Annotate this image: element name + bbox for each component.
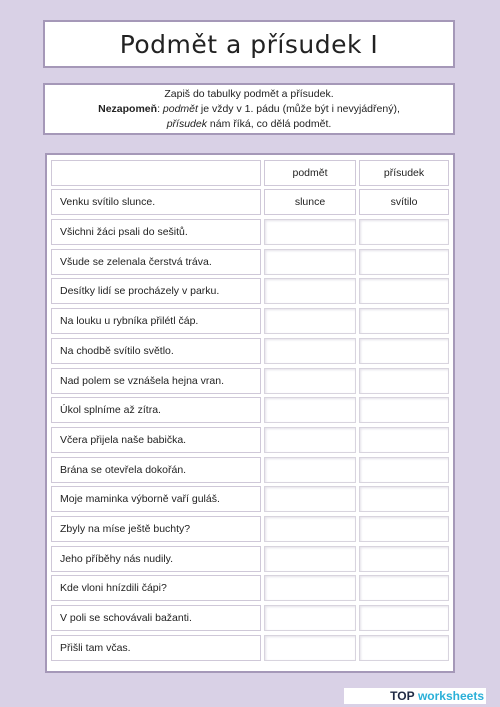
brand-logo xyxy=(344,688,486,704)
predicate-answer-input[interactable] xyxy=(359,605,449,631)
sentence-cell: Desítky lidí se procházely v parku. xyxy=(51,278,261,304)
subject-answer-input[interactable] xyxy=(264,516,356,542)
sentence-cell: Včera přijela naše babička. xyxy=(51,427,261,453)
instruction-line-2-rest: je vždy v 1. pádu (může být i nevyjádřený), xyxy=(197,103,400,115)
predicate-answer-input[interactable] xyxy=(359,249,449,275)
sentence-cell: Nad polem se vznášela hejna vran. xyxy=(51,368,261,394)
table-row xyxy=(51,278,449,304)
instruction-italic-subject: podmět xyxy=(162,103,198,115)
table-row xyxy=(51,635,449,661)
table-row xyxy=(51,308,449,334)
subject-answer-input[interactable] xyxy=(264,546,356,572)
subject-answer-input[interactable] xyxy=(264,368,356,394)
predicate-answer-input[interactable] xyxy=(359,575,449,601)
predicate-answer-input[interactable] xyxy=(359,427,449,453)
table-row xyxy=(51,546,449,572)
predicate-answer-input[interactable] xyxy=(359,635,449,661)
subject-answer-input[interactable] xyxy=(264,457,356,483)
worksheet-table xyxy=(45,153,455,673)
brand-worksheets: worksheets xyxy=(417,689,484,703)
predicate-answer-input[interactable] xyxy=(359,516,449,542)
subject-answer-input[interactable] xyxy=(264,219,356,245)
subject-answer-input[interactable] xyxy=(264,338,356,364)
table-row xyxy=(51,605,449,631)
predicate-answer-input[interactable] xyxy=(359,219,449,245)
table-header-row xyxy=(51,160,449,186)
sentence-cell: Úkol splníme až zítra. xyxy=(51,397,261,423)
sentence-cell: Jeho příběhy nás nudily. xyxy=(51,546,261,572)
instructions-box xyxy=(43,83,455,135)
table-row xyxy=(51,219,449,245)
header-predicate: přísudek xyxy=(359,160,449,186)
subject-answer-input[interactable] xyxy=(264,575,356,601)
predicate-answer-input[interactable] xyxy=(359,308,449,334)
subject-answer-input[interactable] xyxy=(264,278,356,304)
table-row xyxy=(51,368,449,394)
header-sentence xyxy=(51,160,261,186)
predicate-answer-input[interactable] xyxy=(359,338,449,364)
example-row xyxy=(51,189,449,215)
sentence-cell: Zbyly na míse ještě buchty? xyxy=(51,516,261,542)
table-row xyxy=(51,427,449,453)
instruction-line-3-rest: nám říká, co dělá podmět. xyxy=(206,118,332,130)
subject-answer-input[interactable] xyxy=(264,249,356,275)
sentence-cell: Moje maminka výborně vaří guláš. xyxy=(51,486,261,512)
predicate-answer-input[interactable] xyxy=(359,457,449,483)
sentence-cell: V poli se schovávali bažanti. xyxy=(51,605,261,631)
table-row xyxy=(51,397,449,423)
sentence-cell: Brána se otevřela dokořán. xyxy=(51,457,261,483)
table-row xyxy=(51,338,449,364)
sentence-cell: Na louku u rybníka přilétl čáp. xyxy=(51,308,261,334)
table-row xyxy=(51,486,449,512)
example-sentence: Venku svítilo slunce. xyxy=(51,189,261,215)
predicate-answer-input[interactable] xyxy=(359,368,449,394)
brand-top: TOP xyxy=(390,689,415,703)
instruction-italic-predicate: přísudek xyxy=(166,118,207,130)
table-row xyxy=(51,457,449,483)
sentence-cell: Všude se zelenala čerstvá tráva. xyxy=(51,249,261,275)
sentence-cell: Na chodbě svítilo světlo. xyxy=(51,338,261,364)
example-subject: slunce xyxy=(264,189,356,215)
predicate-answer-input[interactable] xyxy=(359,486,449,512)
predicate-answer-input[interactable] xyxy=(359,278,449,304)
sentence-cell: Přišli tam včas. xyxy=(51,635,261,661)
instruction-line-3 xyxy=(45,117,453,132)
sentence-cell: Kde vloni hnízdili čápi? xyxy=(51,575,261,601)
subject-answer-input[interactable] xyxy=(264,486,356,512)
header-subject: podmět xyxy=(264,160,356,186)
instruction-line-1: Zapiš do tabulky podmět a přísudek. xyxy=(164,88,334,100)
instruction-sep: : xyxy=(157,103,163,115)
sentence-cell: Všichni žáci psali do sešitů. xyxy=(51,219,261,245)
table-row xyxy=(51,516,449,542)
subject-answer-input[interactable] xyxy=(264,427,356,453)
subject-answer-input[interactable] xyxy=(264,397,356,423)
example-predicate: svítilo xyxy=(359,189,449,215)
predicate-answer-input[interactable] xyxy=(359,546,449,572)
table-row xyxy=(51,575,449,601)
table-row xyxy=(51,249,449,275)
instruction-label: Nezapomeň xyxy=(98,103,158,115)
subject-answer-input[interactable] xyxy=(264,605,356,631)
instruction-line-2 xyxy=(45,102,453,117)
page-title: Podmět a přísudek I xyxy=(119,29,379,59)
title-box xyxy=(43,20,455,68)
predicate-answer-input[interactable] xyxy=(359,397,449,423)
subject-answer-input[interactable] xyxy=(264,308,356,334)
subject-answer-input[interactable] xyxy=(264,635,356,661)
